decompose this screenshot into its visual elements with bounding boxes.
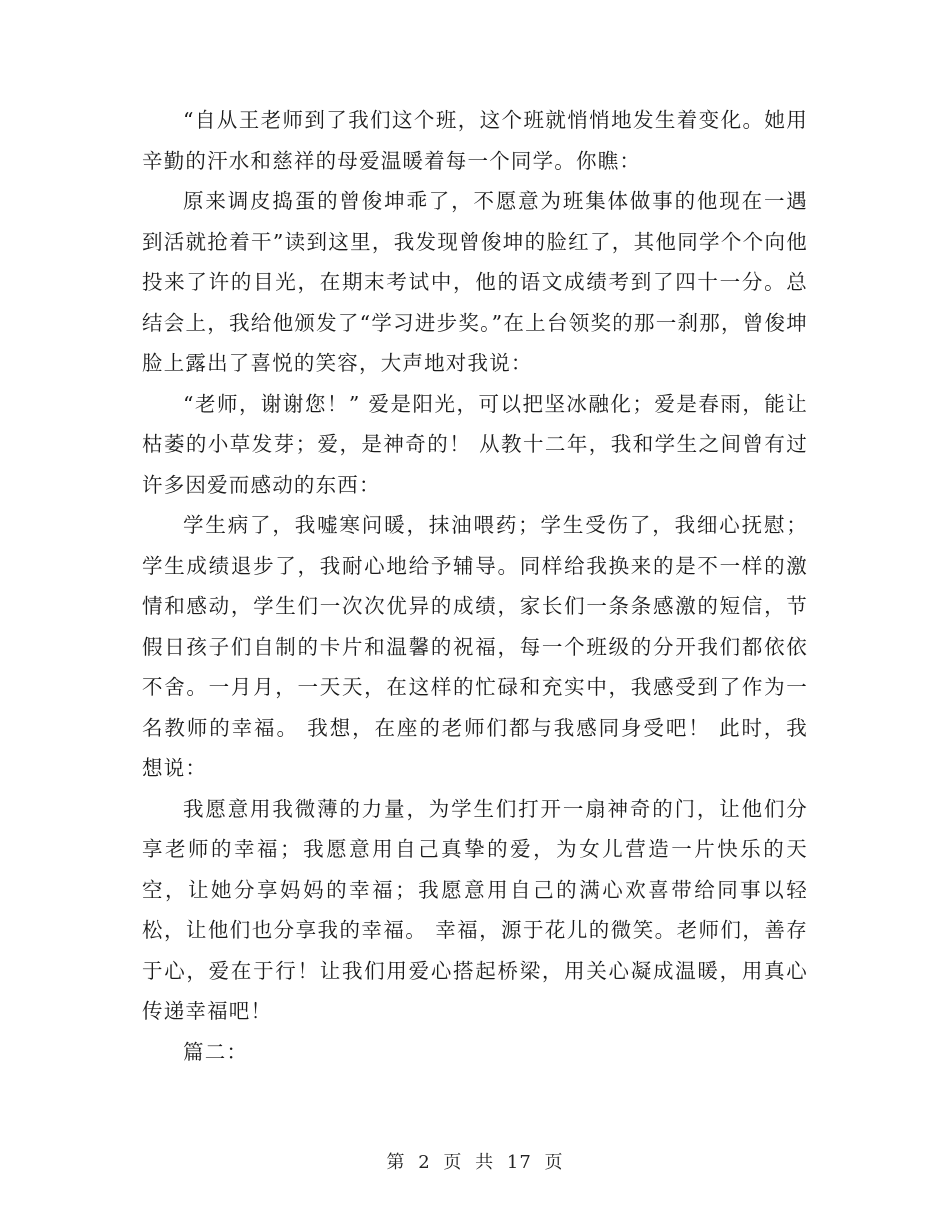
footer-prefix: 第: [386, 1152, 406, 1173]
paragraph-3: “老师，谢谢您！” 爱是阳光，可以把坚冰融化；爱是春雨，能让枯萎的小草发芽；爱，是神奇的！ 从教十二年，我和学生之间曾有过许多因爱而感动的东西：: [142, 391, 808, 497]
paragraph-4: 学生病了，我嘘寒问暖，抹油喂药；学生受伤了，我细心抚慰；学生成绩退步了，我耐心地给予辅导。同样给我换来的是不一样的激情和感动，学生们一次次优异的成绩，家长们一条条感激的短信，节假日孩子们自制的卡片和温馨的祝福，每一个班级的分开我们都依依不舍。一月月，一天天，在这样的忙碌和充实中，我感受到了作为一名教师的幸福。 我想，在座的老师们都与我感同身受吧！ 此时，我想说：: [142, 513, 808, 780]
paragraph-5: 我愿意用我微薄的力量，为学生们打开一扇神奇的门，让他们分享老师的幸福；我愿意用自己真挚的爱，为女儿营造一片快乐的天空，让她分享妈妈的幸福；我愿意用自己的满心欢喜带给同事以轻松，让他们也分享我的幸福。 幸福，源于花儿的微笑。老师们，善存于心，爱在于行！让我们用爱心搭起桥梁，用关心凝成温暖，用真心传递幸福吧！: [142, 796, 808, 1023]
total-page-count: 17: [506, 1152, 532, 1173]
paragraph-2: 原来调皮捣蛋的曾俊坤乖了，不愿意为班集体做事的他现在一遇到活就抢着干”读到这里，我发现曾俊坤的脸红了，其他同学个个向他投来了许的目光，在期末考试中，他的语文成绩考到了四十一分。总结会上，我给他颁发了“学习进步奖。”在上台领奖的那一刹那，曾俊坤脸上露出了喜悦的笑容，大声地对我说：: [142, 189, 808, 375]
footer-suffix: 页: [544, 1152, 564, 1173]
paragraph-6: 篇二：: [183, 1039, 249, 1064]
paragraph-1: “自从王老师到了我们这个班，这个班就悄悄地发生着变化。她用辛勤的汗水和慈祥的母爱温暖着每一个同学。你瞧：: [142, 108, 808, 173]
footer-page-word: 页: [443, 1152, 463, 1173]
footer-total-word: 共: [475, 1152, 495, 1173]
document-body: [142, 100, 808, 1072]
page-number-footer: [0, 1148, 950, 1174]
current-page-number: 2: [418, 1152, 431, 1173]
